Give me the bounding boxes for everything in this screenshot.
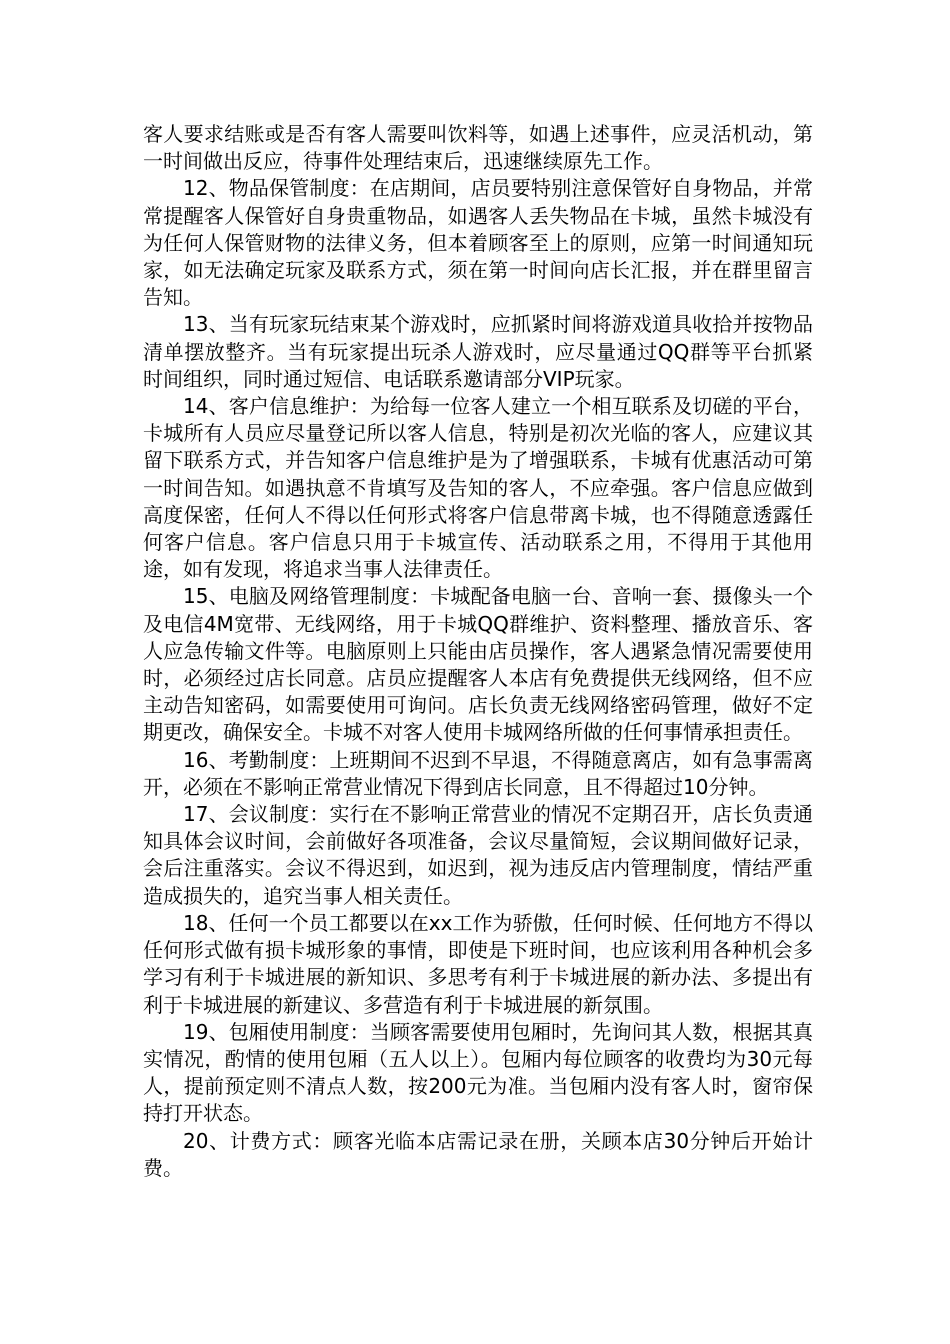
- paragraph-item-13: 13、当有玩家玩结束某个游戏时，应抓紧时间将游戏道具收拾并按物品清单摆放整齐。当有玩家提出玩杀人游戏时，应尽量通过QQ群等平台抓紧时间组织，同时通过短信、电话联系邀请部分VIP玩家。: [143, 312, 813, 391]
- paragraph-item-19: 19、包厢使用制度：当顾客需要使用包厢时，先询问其人数，根据其真实情况，酌情的使用包厢（五人以上）。包厢内每位顾客的收费均为30元每人，提前预定则不清点人数，按200元为准。当包厢内没有客人时，窗帘保持打开状态。: [143, 1019, 813, 1126]
- paragraph-item-18: 18、任何一个员工都要以在xx工作为骄傲，任何时候、任何地方不得以任何形式做有损卡城形象的事情，即使是下班时间，也应该利用各种机会多学习有利于卡城进展的新知识、多思考有利于卡城进展的新办法、多提出有利于卡城进展的新建议、多营造有利于卡城进展的新氛围。: [143, 910, 813, 1017]
- paragraph-item-16: 16、考勤制度：上班期间不迟到不早退，不得随意离店，如有急事需离开，必须在不影响正常营业情况下得到店长同意，且不得超过10分钟。: [143, 747, 813, 799]
- paragraph-item-12: 12、物品保管制度：在店期间，店员要特别注意保管好自身物品，并常常提醒客人保管好自身贵重物品，如遇客人丢失物品在卡城，虽然卡城没有为任何人保管财物的法律义务，但本着顾客至上的原则，应第一时间通知玩家，如无法确定玩家及联系方式，须在第一时间向店长汇报，并在群里留言告知。: [143, 176, 813, 310]
- document-body: [143, 121, 813, 1182]
- paragraph-item-17: 17、会议制度：实行在不影响正常营业的情况不定期召开，店长负责通知具体会议时间，会前做好各项准备，会议尽量简短，会议期间做好记录，会后注重落实。会议不得迟到，如迟到，视为违反店内管理制度，情结严重造成损失的，追究当事人相关责任。: [143, 802, 813, 908]
- paragraph-item-15: 15、电脑及网络管理制度：卡城配备电脑一台、音响一套、摄像头一个及电信4M宽带、无线网络，用于卡城QQ群维护、资料整理、播放音乐、客人应急传输文件等。电脑原则上只能由店员操作，客人遇紧急情况需要使用时，必须经过店长同意。店员应提醒客人本店有免费提供无线网络，但不应主动告知密码，如需要使用可询问。店长负责无线网络密码管理，做好不定期更改，确保安全。卡城不对客人使用卡城网络所做的任何事情承担责任。: [143, 584, 813, 745]
- paragraph-item-14: 14、客户信息维护：为给每一位客人建立一个相互联系及切磋的平台，卡城所有人员应尽量登记所以客人信息，特别是初次光临的客人，应建议其留下联系方式，并告知客户信息维护是为了增强联系，卡城有优惠活动可第一时间告知。如遇执意不肯填写及告知的客人，不应牵强。客户信息应做到高度保密，任何人不得以任何形式将客户信息带离卡城，也不得随意透露任何客户信息。客户信息只用于卡城宣传、活动联系之用，不得用于其他用途，如有发现，将追求当事人法律责任。: [143, 394, 813, 582]
- paragraph-continuation: 客人要求结账或是否有客人需要叫饮料等，如遇上述事件，应灵活机动，第一时间做出反应，待事件处理结束后，迅速继续原先工作。: [143, 122, 813, 174]
- paragraph-item-20: 20、计费方式：顾客光临本店需记录在册，关顾本店30分钟后开始计费。: [143, 1128, 813, 1180]
